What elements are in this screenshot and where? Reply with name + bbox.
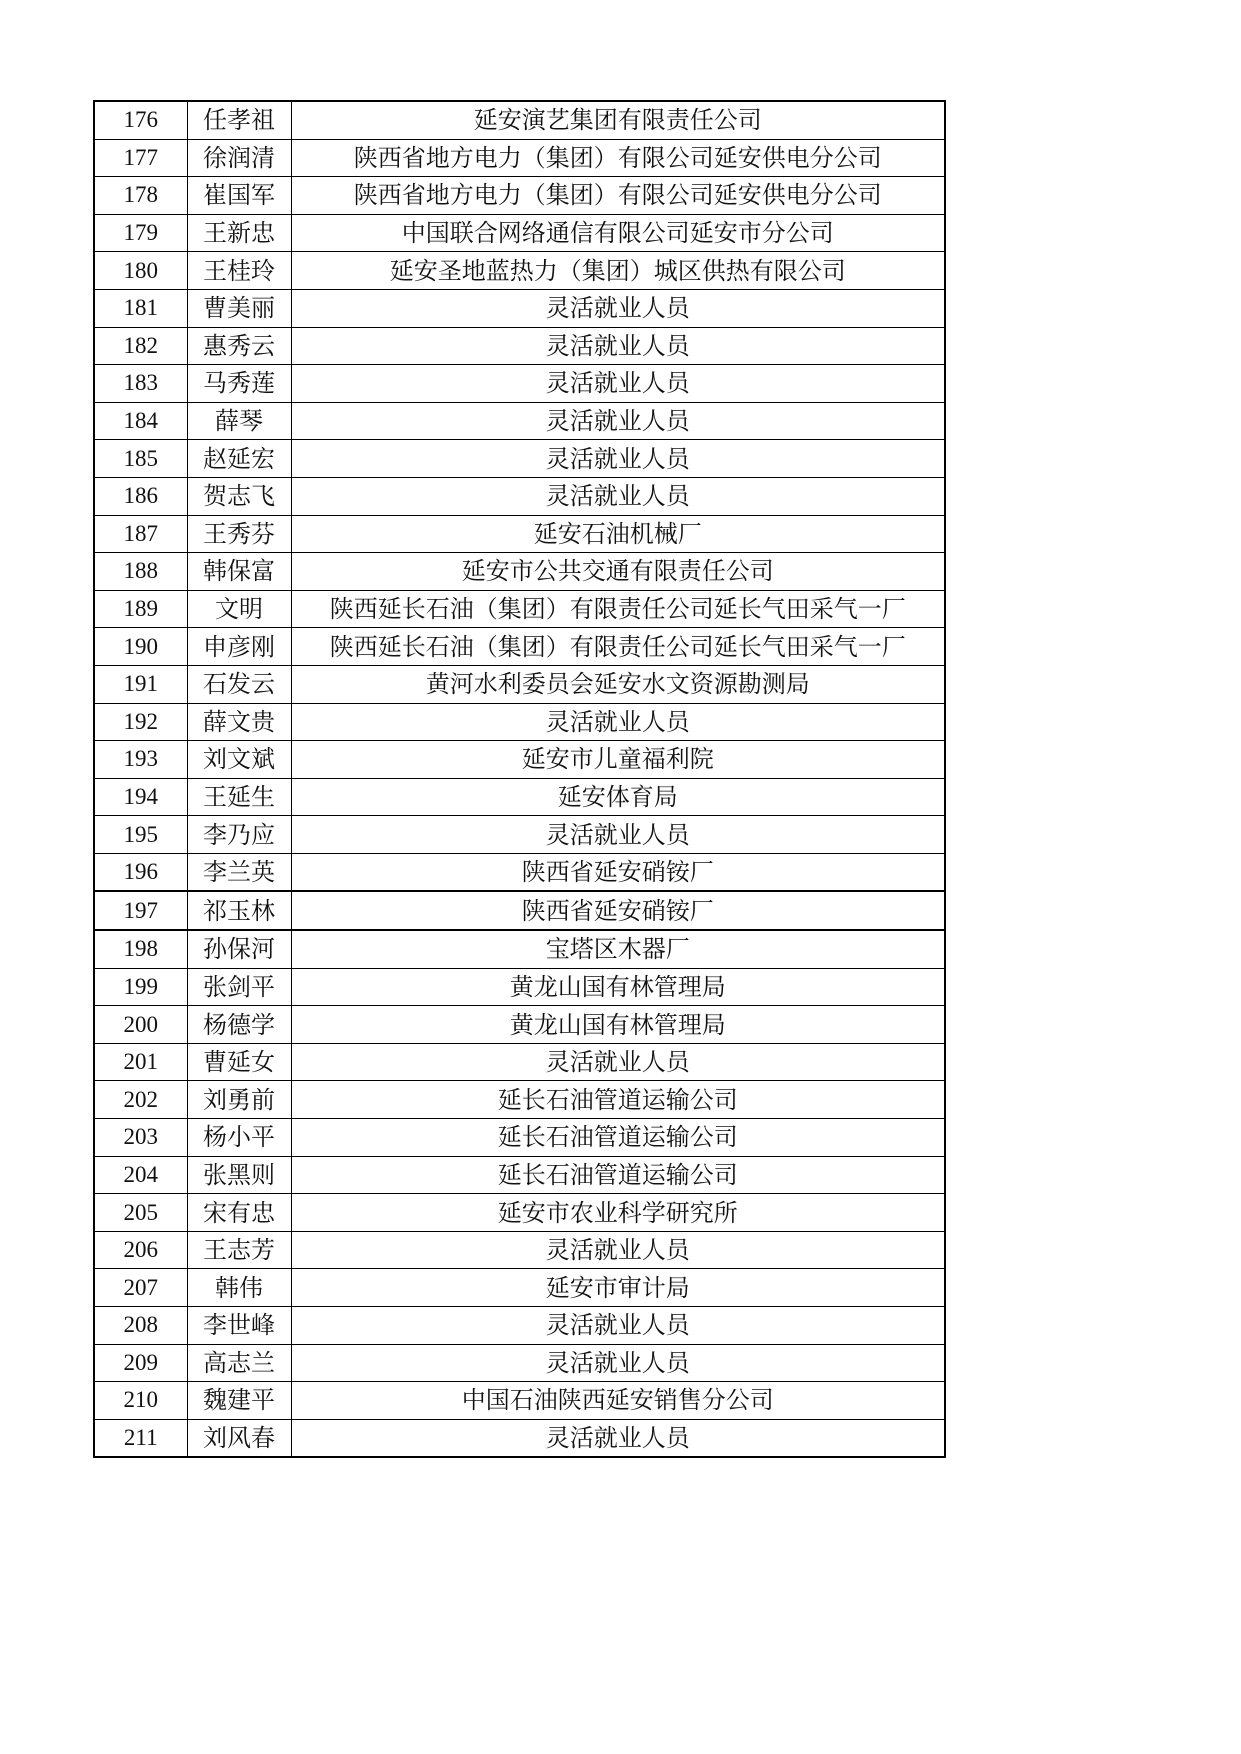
person-name-cell: 任孝祖 [187, 101, 291, 139]
table-row [94, 1419, 945, 1457]
document-page [93, 100, 944, 1458]
person-name-cell: 文明 [187, 590, 291, 628]
row-number-cell: 200 [94, 1006, 187, 1044]
person-name-cell: 王秀芬 [187, 515, 291, 553]
person-name-cell: 王延生 [187, 778, 291, 816]
person-name-cell: 宋有忠 [187, 1194, 291, 1232]
work-unit-cell: 黄龙山国有林管理局 [291, 1006, 945, 1044]
work-unit-cell: 延长石油管道运输公司 [291, 1119, 945, 1157]
table-row [94, 1194, 945, 1232]
work-unit-cell: 陕西省延安硝铵厂 [291, 853, 945, 891]
table-row [94, 778, 945, 816]
table-row [94, 1119, 945, 1157]
person-name-cell: 杨德学 [187, 1006, 291, 1044]
person-name-cell: 高志兰 [187, 1344, 291, 1382]
row-number-cell: 192 [94, 703, 187, 741]
person-name-cell: 孙保河 [187, 930, 291, 968]
row-number-cell: 185 [94, 440, 187, 478]
table-row [94, 703, 945, 741]
person-name-cell: 李世峰 [187, 1307, 291, 1345]
table-row [94, 628, 945, 666]
table-row [94, 252, 945, 290]
work-unit-cell: 延安市农业科学研究所 [291, 1194, 945, 1232]
work-unit-cell: 延安市审计局 [291, 1269, 945, 1307]
person-name-cell: 徐润清 [187, 139, 291, 177]
person-name-cell: 刘文斌 [187, 741, 291, 779]
table-row [94, 1156, 945, 1194]
person-name-cell: 王桂玲 [187, 252, 291, 290]
person-name-cell: 贺志飞 [187, 477, 291, 515]
row-number-cell: 191 [94, 665, 187, 703]
person-name-cell: 赵延宏 [187, 440, 291, 478]
table-row [94, 1006, 945, 1044]
work-unit-cell: 黄河水利委员会延安水文资源勘测局 [291, 665, 945, 703]
table-row [94, 289, 945, 327]
row-number-cell: 202 [94, 1081, 187, 1119]
work-unit-cell: 延安圣地蓝热力（集团）城区供热有限公司 [291, 252, 945, 290]
work-unit-cell: 中国联合网络通信有限公司延安市分公司 [291, 214, 945, 252]
work-unit-cell: 延安演艺集团有限责任公司 [291, 101, 945, 139]
row-number-cell: 203 [94, 1119, 187, 1157]
work-unit-cell: 延安市公共交通有限责任公司 [291, 553, 945, 591]
table-row [94, 139, 945, 177]
row-number-cell: 193 [94, 741, 187, 779]
row-number-cell: 179 [94, 214, 187, 252]
row-number-cell: 207 [94, 1269, 187, 1307]
person-name-cell: 魏建平 [187, 1382, 291, 1420]
work-unit-cell: 延长石油管道运输公司 [291, 1156, 945, 1194]
row-number-cell: 199 [94, 968, 187, 1006]
person-name-cell: 刘勇前 [187, 1081, 291, 1119]
work-unit-cell: 陕西延长石油（集团）有限责任公司延长气田采气一厂 [291, 590, 945, 628]
table-row [94, 1344, 945, 1382]
work-unit-cell: 灵活就业人员 [291, 365, 945, 403]
row-number-cell: 183 [94, 365, 187, 403]
row-number-cell: 180 [94, 252, 187, 290]
table-row [94, 930, 945, 968]
table-row [94, 402, 945, 440]
person-name-cell: 韩保富 [187, 553, 291, 591]
row-number-cell: 188 [94, 553, 187, 591]
work-unit-cell: 灵活就业人员 [291, 477, 945, 515]
roster-table-body [94, 101, 945, 1457]
row-number-cell: 198 [94, 930, 187, 968]
roster-table [93, 100, 946, 1458]
work-unit-cell: 延长石油管道运输公司 [291, 1081, 945, 1119]
table-row [94, 477, 945, 515]
person-name-cell: 崔国军 [187, 177, 291, 215]
person-name-cell: 杨小平 [187, 1119, 291, 1157]
person-name-cell: 张剑平 [187, 968, 291, 1006]
table-row [94, 891, 945, 930]
person-name-cell: 薛文贵 [187, 703, 291, 741]
table-row [94, 590, 945, 628]
person-name-cell: 曹延女 [187, 1043, 291, 1081]
person-name-cell: 曹美丽 [187, 289, 291, 327]
table-row [94, 1081, 945, 1119]
row-number-cell: 176 [94, 101, 187, 139]
table-row [94, 1307, 945, 1345]
row-number-cell: 178 [94, 177, 187, 215]
work-unit-cell: 灵活就业人员 [291, 816, 945, 854]
work-unit-cell: 灵活就业人员 [291, 1043, 945, 1081]
person-name-cell: 马秀莲 [187, 365, 291, 403]
row-number-cell: 211 [94, 1419, 187, 1457]
person-name-cell: 申彦刚 [187, 628, 291, 666]
person-name-cell: 祁玉林 [187, 891, 291, 930]
row-number-cell: 210 [94, 1382, 187, 1420]
work-unit-cell: 陕西省地方电力（集团）有限公司延安供电分公司 [291, 177, 945, 215]
row-number-cell: 184 [94, 402, 187, 440]
table-row [94, 327, 945, 365]
table-row [94, 177, 945, 215]
work-unit-cell: 灵活就业人员 [291, 289, 945, 327]
row-number-cell: 206 [94, 1231, 187, 1269]
person-name-cell: 王志芳 [187, 1231, 291, 1269]
person-name-cell: 李乃应 [187, 816, 291, 854]
row-number-cell: 195 [94, 816, 187, 854]
row-number-cell: 186 [94, 477, 187, 515]
work-unit-cell: 延安体育局 [291, 778, 945, 816]
table-row [94, 816, 945, 854]
row-number-cell: 189 [94, 590, 187, 628]
row-number-cell: 208 [94, 1307, 187, 1345]
work-unit-cell: 中国石油陕西延安销售分公司 [291, 1382, 945, 1420]
table-row [94, 365, 945, 403]
table-row [94, 741, 945, 779]
row-number-cell: 196 [94, 853, 187, 891]
table-row [94, 101, 945, 139]
row-number-cell: 201 [94, 1043, 187, 1081]
table-row [94, 853, 945, 891]
work-unit-cell: 延安石油机械厂 [291, 515, 945, 553]
person-name-cell: 石发云 [187, 665, 291, 703]
table-row [94, 214, 945, 252]
person-name-cell: 王新忠 [187, 214, 291, 252]
table-row [94, 1382, 945, 1420]
table-row [94, 665, 945, 703]
work-unit-cell: 灵活就业人员 [291, 1307, 945, 1345]
person-name-cell: 薛琴 [187, 402, 291, 440]
row-number-cell: 181 [94, 289, 187, 327]
person-name-cell: 惠秀云 [187, 327, 291, 365]
table-row [94, 1231, 945, 1269]
work-unit-cell: 延安市儿童福利院 [291, 741, 945, 779]
row-number-cell: 177 [94, 139, 187, 177]
work-unit-cell: 灵活就业人员 [291, 402, 945, 440]
row-number-cell: 182 [94, 327, 187, 365]
work-unit-cell: 黄龙山国有林管理局 [291, 968, 945, 1006]
table-row [94, 440, 945, 478]
work-unit-cell: 灵活就业人员 [291, 440, 945, 478]
row-number-cell: 197 [94, 891, 187, 930]
table-row [94, 1043, 945, 1081]
work-unit-cell: 灵活就业人员 [291, 703, 945, 741]
person-name-cell: 韩伟 [187, 1269, 291, 1307]
table-row [94, 515, 945, 553]
work-unit-cell: 灵活就业人员 [291, 1344, 945, 1382]
row-number-cell: 190 [94, 628, 187, 666]
person-name-cell: 李兰英 [187, 853, 291, 891]
row-number-cell: 187 [94, 515, 187, 553]
work-unit-cell: 灵活就业人员 [291, 327, 945, 365]
work-unit-cell: 陕西省延安硝铵厂 [291, 891, 945, 930]
table-row [94, 968, 945, 1006]
work-unit-cell: 灵活就业人员 [291, 1231, 945, 1269]
table-row [94, 553, 945, 591]
row-number-cell: 194 [94, 778, 187, 816]
work-unit-cell: 宝塔区木器厂 [291, 930, 945, 968]
row-number-cell: 205 [94, 1194, 187, 1232]
person-name-cell: 张黑则 [187, 1156, 291, 1194]
person-name-cell: 刘风春 [187, 1419, 291, 1457]
work-unit-cell: 陕西延长石油（集团）有限责任公司延长气田采气一厂 [291, 628, 945, 666]
work-unit-cell: 灵活就业人员 [291, 1419, 945, 1457]
row-number-cell: 204 [94, 1156, 187, 1194]
work-unit-cell: 陕西省地方电力（集团）有限公司延安供电分公司 [291, 139, 945, 177]
table-row [94, 1269, 945, 1307]
row-number-cell: 209 [94, 1344, 187, 1382]
